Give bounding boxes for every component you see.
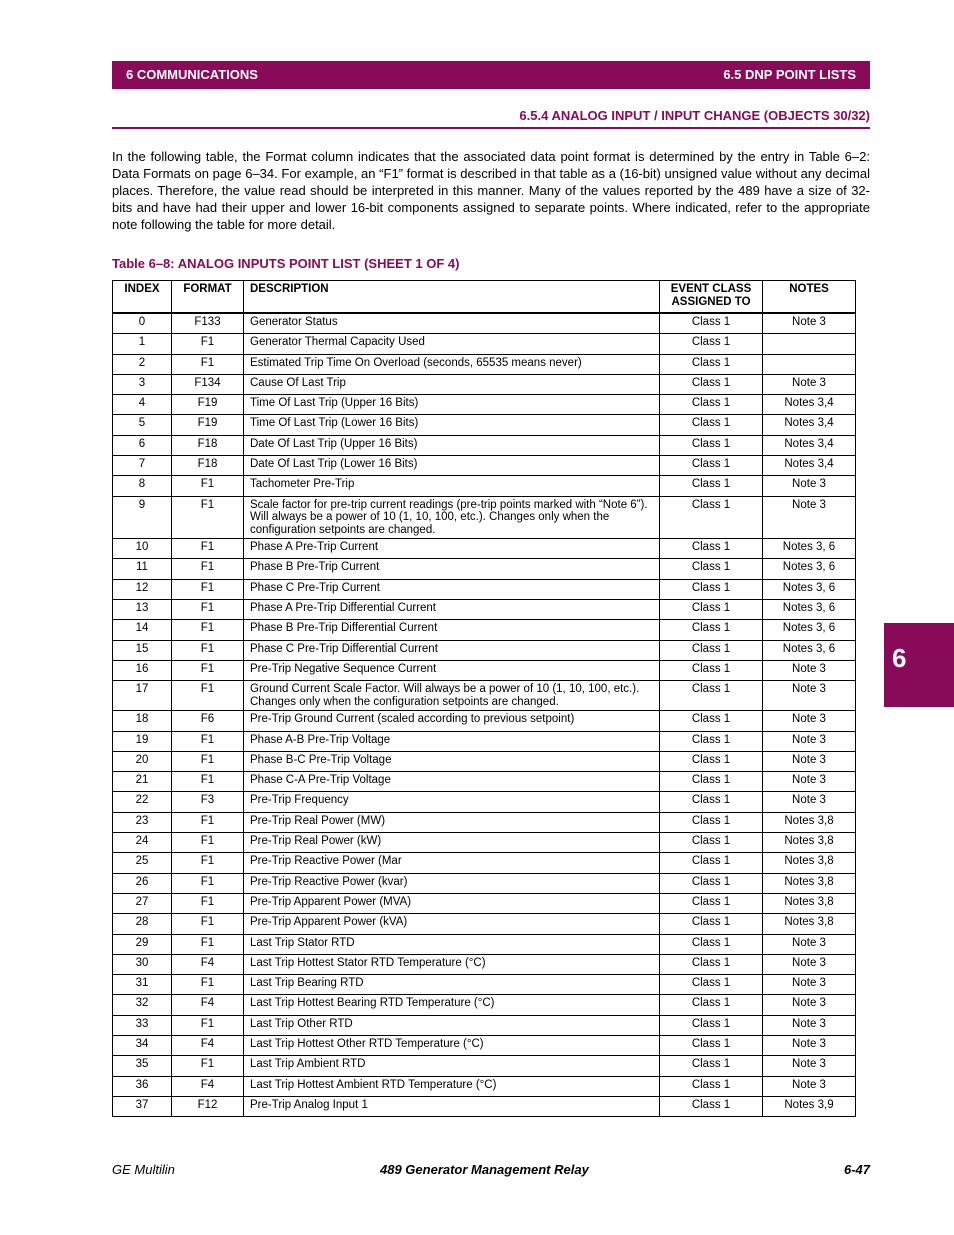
cell-format: F1: [172, 1015, 244, 1035]
cell-format: F19: [172, 395, 244, 415]
cell-notes: Note 3: [763, 1015, 856, 1035]
cell-format: F1: [172, 496, 244, 539]
cell-description: Phase B Pre-Trip Differential Current: [244, 620, 660, 640]
cell-notes: Note 3: [763, 1076, 856, 1096]
cell-notes: Notes 3,4: [763, 456, 856, 476]
cell-event-class: Class 1: [660, 893, 763, 913]
cell-event-class: Class 1: [660, 975, 763, 995]
cell-format: F1: [172, 731, 244, 751]
cell-index: 2: [113, 354, 172, 374]
table-row: [113, 435, 856, 455]
cell-index: 3: [113, 374, 172, 394]
cell-notes: Note 3: [763, 975, 856, 995]
cell-index: 29: [113, 934, 172, 954]
cell-description: Last Trip Hottest Stator RTD Temperature (°C): [244, 954, 660, 974]
cell-event-class: Class 1: [660, 1015, 763, 1035]
cell-event-class: Class 1: [660, 496, 763, 539]
cell-index: 6: [113, 435, 172, 455]
cell-notes: Note 3: [763, 792, 856, 812]
cell-description: Date Of Last Trip (Lower 16 Bits): [244, 456, 660, 476]
cell-format: F1: [172, 975, 244, 995]
cell-event-class: Class 1: [660, 833, 763, 853]
cell-index: 7: [113, 456, 172, 476]
cell-index: 25: [113, 853, 172, 873]
table-row: [113, 539, 856, 559]
cell-format: F1: [172, 772, 244, 792]
cell-event-class: Class 1: [660, 954, 763, 974]
cell-event-class: Class 1: [660, 1076, 763, 1096]
cell-format: F133: [172, 313, 244, 334]
cell-index: 37: [113, 1096, 172, 1116]
analog-inputs-table: [112, 280, 856, 1117]
cell-index: 28: [113, 914, 172, 934]
table-row: [113, 415, 856, 435]
cell-format: F4: [172, 954, 244, 974]
cell-description: Phase A Pre-Trip Differential Current: [244, 600, 660, 620]
cell-format: F3: [172, 792, 244, 812]
cell-index: 34: [113, 1036, 172, 1056]
cell-event-class: Class 1: [660, 1056, 763, 1076]
cell-index: 20: [113, 751, 172, 771]
cell-format: F1: [172, 476, 244, 496]
column-header-index: INDEX: [113, 281, 172, 314]
cell-description: Ground Current Scale Factor. Will always be a power of 10 (1, 10, 100, etc.). Changes only when the configuration setpoints are changed.: [244, 681, 660, 711]
cell-format: F1: [172, 893, 244, 913]
cell-index: 31: [113, 975, 172, 995]
cell-notes: Note 3: [763, 995, 856, 1015]
intro-paragraph: In the following table, the Format column indicates that the associated data point format is determined by the entry in Table 6–2: Data Formats on page 6–34. For example, an “F1” format is described in that table as a (16-bit) unsigned value without any decimal places. Therefore, the value read should be interpreted in this manner. Many of the values reported by the 489 have a size of 32-bits and have had their upper and lower 16-bit components assigned to separate points. Where indicated, refer to the appropriate note following the table for more detail.: [112, 149, 870, 232]
column-header-description: DESCRIPTION: [244, 281, 660, 314]
cell-description: Date Of Last Trip (Upper 16 Bits): [244, 435, 660, 455]
cell-notes: Note 3: [763, 496, 856, 539]
footer-page-number: 6-47: [843, 1162, 870, 1177]
cell-notes: [763, 354, 856, 374]
cell-notes: Notes 3,8: [763, 873, 856, 893]
cell-index: 32: [113, 995, 172, 1015]
cell-notes: Notes 3, 6: [763, 640, 856, 660]
cell-format: F1: [172, 640, 244, 660]
cell-description: Pre-Trip Ground Current (scaled according to previous setpoint): [244, 711, 660, 731]
table-row: [113, 995, 856, 1015]
subsection-title: 6.5.4 ANALOG INPUT / INPUT CHANGE (OBJECTS 30/32): [519, 108, 870, 123]
table-row: [113, 873, 856, 893]
cell-description: Phase A-B Pre-Trip Voltage: [244, 731, 660, 751]
cell-notes: Notes 3, 6: [763, 620, 856, 640]
table-row: [113, 600, 856, 620]
cell-description: Pre-Trip Reactive Power (kvar): [244, 873, 660, 893]
table-header-row: [113, 281, 856, 314]
cell-format: F134: [172, 374, 244, 394]
table-row: [113, 1076, 856, 1096]
cell-format: F1: [172, 873, 244, 893]
cell-format: F1: [172, 934, 244, 954]
table-row: [113, 893, 856, 913]
cell-description: Phase C Pre-Trip Current: [244, 579, 660, 599]
cell-index: 14: [113, 620, 172, 640]
cell-notes: Notes 3,8: [763, 914, 856, 934]
cell-format: F18: [172, 456, 244, 476]
cell-description: Pre-Trip Real Power (kW): [244, 833, 660, 853]
cell-format: F1: [172, 914, 244, 934]
cell-format: F6: [172, 711, 244, 731]
table-row: [113, 1096, 856, 1116]
cell-format: F1: [172, 600, 244, 620]
section-title: 6.5 DNP POINT LISTS: [723, 67, 856, 82]
cell-index: 21: [113, 772, 172, 792]
cell-notes: Note 3: [763, 476, 856, 496]
cell-event-class: Class 1: [660, 751, 763, 771]
cell-format: F19: [172, 415, 244, 435]
cell-index: 10: [113, 539, 172, 559]
cell-index: 24: [113, 833, 172, 853]
cell-index: 27: [113, 893, 172, 913]
table-row: [113, 313, 856, 334]
table-row: [113, 1036, 856, 1056]
table-row: [113, 640, 856, 660]
cell-format: F1: [172, 812, 244, 832]
cell-index: 15: [113, 640, 172, 660]
cell-event-class: Class 1: [660, 792, 763, 812]
cell-event-class: Class 1: [660, 772, 763, 792]
cell-index: 13: [113, 600, 172, 620]
cell-format: F1: [172, 660, 244, 680]
cell-format: F1: [172, 681, 244, 711]
cell-description: Last Trip Stator RTD: [244, 934, 660, 954]
cell-description: Generator Thermal Capacity Used: [244, 334, 660, 354]
table-row: [113, 579, 856, 599]
cell-format: F18: [172, 435, 244, 455]
cell-notes: Note 3: [763, 934, 856, 954]
cell-index: 12: [113, 579, 172, 599]
cell-notes: Notes 3,8: [763, 853, 856, 873]
cell-format: F1: [172, 620, 244, 640]
cell-index: 19: [113, 731, 172, 751]
cell-description: Last Trip Hottest Bearing RTD Temperature (°C): [244, 995, 660, 1015]
cell-index: 35: [113, 1056, 172, 1076]
cell-description: Pre-Trip Apparent Power (kVA): [244, 914, 660, 934]
cell-description: Last Trip Other RTD: [244, 1015, 660, 1035]
cell-format: F1: [172, 559, 244, 579]
cell-notes: Note 3: [763, 731, 856, 751]
table-row: [113, 751, 856, 771]
cell-notes: [763, 334, 856, 354]
table-caption: Table 6–8: ANALOG INPUTS POINT LIST (SHEET 1 OF 4): [112, 256, 460, 271]
cell-description: Generator Status: [244, 313, 660, 334]
cell-index: 26: [113, 873, 172, 893]
chapter-thumb-number: 6: [892, 643, 907, 673]
cell-description: Pre-Trip Analog Input 1: [244, 1096, 660, 1116]
cell-event-class: Class 1: [660, 681, 763, 711]
cell-event-class: Class 1: [660, 812, 763, 832]
cell-index: 8: [113, 476, 172, 496]
chapter-thumb-tab: [884, 623, 954, 707]
cell-description: Last Trip Ambient RTD: [244, 1056, 660, 1076]
cell-format: F1: [172, 1056, 244, 1076]
table-row: [113, 975, 856, 995]
cell-notes: Notes 3,4: [763, 435, 856, 455]
chapter-title: 6 COMMUNICATIONS: [126, 67, 258, 82]
cell-index: 36: [113, 1076, 172, 1096]
table-row: [113, 731, 856, 751]
cell-format: F1: [172, 853, 244, 873]
cell-event-class: Class 1: [660, 374, 763, 394]
cell-notes: Note 3: [763, 751, 856, 771]
cell-format: F1: [172, 751, 244, 771]
cell-description: Pre-Trip Apparent Power (MVA): [244, 893, 660, 913]
cell-index: 18: [113, 711, 172, 731]
cell-event-class: Class 1: [660, 600, 763, 620]
cell-notes: Note 3: [763, 681, 856, 711]
cell-index: 1: [113, 334, 172, 354]
cell-event-class: Class 1: [660, 435, 763, 455]
footer-product: 489 Generator Management Relay: [380, 1162, 589, 1177]
cell-event-class: Class 1: [660, 539, 763, 559]
table-row: [113, 812, 856, 832]
cell-description: Phase B-C Pre-Trip Voltage: [244, 751, 660, 771]
cell-event-class: Class 1: [660, 313, 763, 334]
cell-description: Pre-Trip Real Power (MW): [244, 812, 660, 832]
table-body: [113, 313, 856, 1117]
cell-format: F4: [172, 995, 244, 1015]
table-row: [113, 772, 856, 792]
table-row: [113, 954, 856, 974]
table-row: [113, 1015, 856, 1035]
cell-index: 17: [113, 681, 172, 711]
cell-index: 16: [113, 660, 172, 680]
cell-event-class: Class 1: [660, 711, 763, 731]
cell-format: F1: [172, 579, 244, 599]
table-row: [113, 456, 856, 476]
cell-description: Phase C Pre-Trip Differential Current: [244, 640, 660, 660]
table-row: [113, 496, 856, 539]
cell-format: F12: [172, 1096, 244, 1116]
cell-format: F4: [172, 1036, 244, 1056]
cell-format: F1: [172, 354, 244, 374]
table-row: [113, 853, 856, 873]
cell-event-class: Class 1: [660, 1036, 763, 1056]
cell-notes: Note 3: [763, 374, 856, 394]
cell-format: F1: [172, 334, 244, 354]
cell-event-class: Class 1: [660, 873, 763, 893]
cell-index: 33: [113, 1015, 172, 1035]
cell-description: Pre-Trip Frequency: [244, 792, 660, 812]
cell-index: 11: [113, 559, 172, 579]
cell-event-class: Class 1: [660, 415, 763, 435]
cell-description: Tachometer Pre-Trip: [244, 476, 660, 496]
table-row: [113, 914, 856, 934]
cell-index: 5: [113, 415, 172, 435]
footer-company: GE Multilin: [112, 1162, 175, 1177]
cell-notes: Notes 3, 6: [763, 579, 856, 599]
cell-event-class: Class 1: [660, 914, 763, 934]
cell-index: 4: [113, 395, 172, 415]
table-row: [113, 476, 856, 496]
table-row: [113, 792, 856, 812]
cell-notes: Notes 3,4: [763, 395, 856, 415]
cell-description: Cause Of Last Trip: [244, 374, 660, 394]
cell-event-class: Class 1: [660, 731, 763, 751]
cell-description: Last Trip Hottest Other RTD Temperature (°C): [244, 1036, 660, 1056]
cell-event-class: Class 1: [660, 995, 763, 1015]
cell-notes: Notes 3,8: [763, 812, 856, 832]
cell-index: 0: [113, 313, 172, 334]
table-row: [113, 1056, 856, 1076]
cell-notes: Notes 3,9: [763, 1096, 856, 1116]
cell-notes: Notes 3,4: [763, 415, 856, 435]
table-row: [113, 334, 856, 354]
cell-event-class: Class 1: [660, 660, 763, 680]
cell-index: 23: [113, 812, 172, 832]
cell-description: Pre-Trip Negative Sequence Current: [244, 660, 660, 680]
subsection-divider: [112, 127, 870, 129]
cell-notes: Note 3: [763, 772, 856, 792]
cell-index: 30: [113, 954, 172, 974]
cell-index: 9: [113, 496, 172, 539]
table-row: [113, 559, 856, 579]
cell-notes: Notes 3, 6: [763, 559, 856, 579]
cell-description: Time Of Last Trip (Upper 16 Bits): [244, 395, 660, 415]
cell-notes: Notes 3,8: [763, 833, 856, 853]
cell-event-class: Class 1: [660, 334, 763, 354]
cell-notes: Note 3: [763, 1056, 856, 1076]
cell-event-class: Class 1: [660, 640, 763, 660]
cell-notes: Note 3: [763, 660, 856, 680]
table-row: [113, 354, 856, 374]
table-row: [113, 660, 856, 680]
cell-notes: Notes 3, 6: [763, 539, 856, 559]
cell-event-class: Class 1: [660, 476, 763, 496]
cell-event-class: Class 1: [660, 456, 763, 476]
cell-notes: Notes 3,8: [763, 893, 856, 913]
cell-notes: Note 3: [763, 1036, 856, 1056]
table-row: [113, 395, 856, 415]
cell-index: 22: [113, 792, 172, 812]
cell-description: Last Trip Hottest Ambient RTD Temperature (°C): [244, 1076, 660, 1096]
column-header-format: FORMAT: [172, 281, 244, 314]
cell-notes: Notes 3, 6: [763, 600, 856, 620]
cell-notes: Note 3: [763, 711, 856, 731]
cell-description: Phase B Pre-Trip Current: [244, 559, 660, 579]
cell-event-class: Class 1: [660, 934, 763, 954]
cell-event-class: Class 1: [660, 853, 763, 873]
table-row: [113, 681, 856, 711]
table-row: [113, 374, 856, 394]
table-row: [113, 934, 856, 954]
column-header-notes: NOTES: [763, 281, 856, 314]
cell-event-class: Class 1: [660, 559, 763, 579]
cell-description: Last Trip Bearing RTD: [244, 975, 660, 995]
table-row: [113, 711, 856, 731]
cell-description: Scale factor for pre-trip current readings (pre-trip points marked with “Note 6”). Will always be a power of 10 (1, 10, 100, etc.). Changes only when the configuration setpoints are changed.: [244, 496, 660, 539]
cell-notes: Note 3: [763, 313, 856, 334]
chapter-header-bar: [112, 61, 870, 89]
cell-format: F1: [172, 539, 244, 559]
table-row: [113, 833, 856, 853]
cell-format: F1: [172, 833, 244, 853]
table-row: [113, 620, 856, 640]
cell-event-class: Class 1: [660, 395, 763, 415]
cell-description: Pre-Trip Reactive Power (Mar: [244, 853, 660, 873]
cell-event-class: Class 1: [660, 1096, 763, 1116]
cell-description: Time Of Last Trip (Lower 16 Bits): [244, 415, 660, 435]
cell-description: Phase A Pre-Trip Current: [244, 539, 660, 559]
column-header-event-class: EVENT CLASS ASSIGNED TO: [660, 281, 763, 314]
cell-description: Phase C-A Pre-Trip Voltage: [244, 772, 660, 792]
cell-event-class: Class 1: [660, 579, 763, 599]
cell-description: Estimated Trip Time On Overload (seconds, 65535 means never): [244, 354, 660, 374]
cell-format: F4: [172, 1076, 244, 1096]
cell-event-class: Class 1: [660, 354, 763, 374]
cell-event-class: Class 1: [660, 620, 763, 640]
cell-notes: Note 3: [763, 954, 856, 974]
